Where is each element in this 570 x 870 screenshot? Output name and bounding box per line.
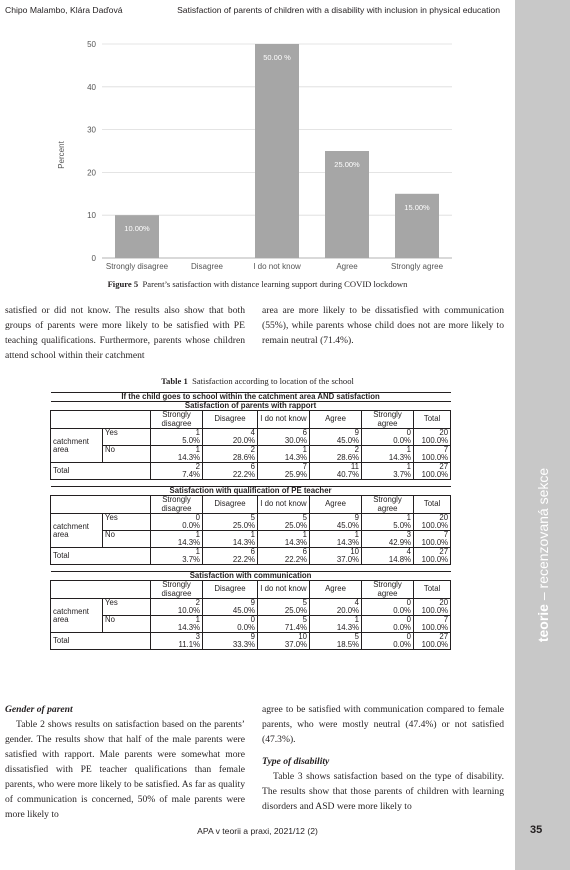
right-column-lower bbox=[262, 702, 504, 814]
count-cell: 4 bbox=[362, 548, 414, 557]
page-number: 35 bbox=[530, 824, 543, 836]
column-header: Disagree bbox=[203, 496, 258, 514]
percent-cell: 100.0% bbox=[414, 607, 451, 616]
percent-cell: 0.0% bbox=[362, 624, 414, 633]
running-header-authors: Chipo Malambo, Klára Daďová bbox=[5, 5, 123, 15]
data-label: 15.00% bbox=[404, 202, 430, 212]
count-cell: 20 bbox=[414, 429, 451, 438]
percent-cell: 25.0% bbox=[203, 522, 258, 531]
bar bbox=[255, 44, 299, 258]
count-cell: 6 bbox=[258, 429, 310, 438]
count-cell: 1 bbox=[362, 446, 414, 455]
percent-cell: 22.2% bbox=[203, 471, 258, 480]
section-title: Satisfaction with communication bbox=[51, 572, 451, 581]
percent-cell: 14.3% bbox=[310, 539, 362, 548]
gender-paragraph: Table 2 shows results on satisfaction based on the parents’ gender. The results show that half of the male parents were satisfied with rapport. Male parents were somewhat more dissatisfied with PE teacher qualifications than female parents, who were more likely to be satisfied. As far as quality of communication is concerned, 50% of male parents were more likely to bbox=[5, 719, 245, 820]
table-label: Table 1 bbox=[161, 376, 188, 386]
percent-cell: 37.0% bbox=[258, 641, 310, 650]
column-header: Total bbox=[414, 496, 451, 514]
section-side-label: teorie – recenzovaná sekce bbox=[535, 467, 551, 643]
count-cell: 1 bbox=[151, 616, 203, 625]
row-label: Yes bbox=[103, 514, 151, 531]
percent-cell: 0.0% bbox=[362, 607, 414, 616]
percent-cell: 18.5% bbox=[310, 641, 362, 650]
right-paragraph: area are more likely to be dissatisfied with communication (55%), while parents whose child does not are more likely to remain neutral (71.4%). bbox=[262, 305, 504, 346]
percent-cell: 100.0% bbox=[414, 454, 451, 463]
percent-cell: 100.0% bbox=[414, 522, 451, 531]
running-header-title: Satisfaction of parents of children with a disability with inclusion in physical education bbox=[177, 5, 500, 15]
count-cell: 1 bbox=[203, 531, 258, 540]
table-caption bbox=[0, 376, 515, 386]
count-cell: 0 bbox=[362, 616, 414, 625]
count-cell: 7 bbox=[414, 446, 451, 455]
count-cell: 5 bbox=[258, 616, 310, 625]
count-cell: 27 bbox=[414, 548, 451, 557]
count-cell: 1 bbox=[151, 531, 203, 540]
row-label: Total bbox=[51, 463, 151, 480]
x-tick-label: Strongly agree bbox=[390, 262, 444, 271]
count-cell: 9 bbox=[310, 429, 362, 438]
column-header: Agree bbox=[310, 581, 362, 599]
column-header: Strongly disagree bbox=[151, 411, 203, 429]
column-header: Strongly disagree bbox=[151, 496, 203, 514]
percent-cell: 28.6% bbox=[310, 454, 362, 463]
count-cell: 20 bbox=[414, 514, 451, 523]
count-cell: 4 bbox=[203, 429, 258, 438]
count-cell: 0 bbox=[362, 429, 414, 438]
count-cell: 2 bbox=[151, 463, 203, 472]
column-header: I do not know bbox=[258, 496, 310, 514]
count-cell: 1 bbox=[151, 446, 203, 455]
percent-cell: 14.3% bbox=[151, 454, 203, 463]
left-paragraph: satisfied or did not know. The results also show that both groups of parents were more likely to be satisfied with PE teaching qualifications. Furthermore, parents whose children attend school within their catchment bbox=[5, 305, 245, 361]
count-cell: 0 bbox=[362, 633, 414, 642]
disability-heading: Type of disability bbox=[262, 756, 330, 767]
count-cell: 3 bbox=[151, 633, 203, 642]
count-cell: 3 bbox=[362, 531, 414, 540]
count-cell: 1 bbox=[258, 446, 310, 455]
count-cell: 1 bbox=[310, 531, 362, 540]
satisfaction-by-school-location-table bbox=[50, 392, 451, 650]
x-tick-label: Disagree bbox=[190, 262, 224, 271]
count-cell: 1 bbox=[258, 531, 310, 540]
count-cell: 11 bbox=[310, 463, 362, 472]
bar bbox=[115, 215, 159, 258]
table-spacer bbox=[51, 480, 451, 487]
percent-cell: 30.0% bbox=[258, 437, 310, 446]
data-label: 10.00% bbox=[124, 224, 150, 234]
row-group-label: catchment area bbox=[51, 514, 103, 548]
section-title: Satisfaction with qualification of PE teacher bbox=[51, 487, 451, 496]
percent-cell: 33.3% bbox=[203, 641, 258, 650]
percent-cell: 100.0% bbox=[414, 556, 451, 565]
column-header: Agree bbox=[310, 496, 362, 514]
percent-cell: 14.3% bbox=[203, 539, 258, 548]
communication-paragraph: agree to be satisfied with communication compared to female parents, who were mostly neutral (47.4%) or not satisfied (47.3%). bbox=[262, 704, 504, 745]
x-tick-label: Agree bbox=[336, 262, 358, 271]
percent-cell: 22.2% bbox=[203, 556, 258, 565]
column-header: Strongly agree bbox=[362, 581, 414, 599]
percent-cell: 25.0% bbox=[258, 522, 310, 531]
row-group-label: catchment area bbox=[51, 429, 103, 463]
count-cell: 6 bbox=[258, 548, 310, 557]
percent-cell: 20.0% bbox=[310, 607, 362, 616]
gender-heading: Gender of parent bbox=[5, 704, 73, 715]
count-cell: 2 bbox=[310, 446, 362, 455]
row-label: Yes bbox=[103, 429, 151, 446]
percent-cell: 100.0% bbox=[414, 471, 451, 480]
column-header: Total bbox=[414, 411, 451, 429]
header-blank bbox=[51, 581, 151, 599]
column-header: I do not know bbox=[258, 581, 310, 599]
row-label: Total bbox=[51, 633, 151, 650]
column-header: Total bbox=[414, 581, 451, 599]
percent-cell: 11.1% bbox=[151, 641, 203, 650]
percent-cell: 10.0% bbox=[151, 607, 203, 616]
row-group-label: catchment area bbox=[51, 599, 103, 633]
count-cell: 2 bbox=[203, 446, 258, 455]
column-header: Disagree bbox=[203, 581, 258, 599]
percent-cell: 0.0% bbox=[203, 624, 258, 633]
header-blank bbox=[51, 411, 151, 429]
percent-cell: 7.4% bbox=[151, 471, 203, 480]
satisfaction-bar-chart bbox=[52, 28, 462, 273]
column-header: Strongly agree bbox=[362, 411, 414, 429]
count-cell: 20 bbox=[414, 599, 451, 608]
percent-cell: 100.0% bbox=[414, 539, 451, 548]
percent-cell: 45.0% bbox=[203, 607, 258, 616]
figure-label: Figure 5 bbox=[107, 279, 139, 289]
gender-section bbox=[5, 702, 245, 822]
percent-cell: 45.0% bbox=[310, 522, 362, 531]
data-label: 25.00% bbox=[334, 160, 360, 169]
data-label: 50.00 % bbox=[263, 53, 291, 62]
percent-cell: 100.0% bbox=[414, 624, 451, 633]
count-cell: 1 bbox=[151, 548, 203, 557]
percent-cell: 100.0% bbox=[414, 641, 451, 650]
percent-cell: 71.4% bbox=[258, 624, 310, 633]
percent-cell: 45.0% bbox=[310, 437, 362, 446]
row-label: Total bbox=[51, 548, 151, 565]
y-tick-label: 50 bbox=[87, 40, 96, 49]
y-axis-label: Percent bbox=[57, 141, 66, 169]
count-cell: 9 bbox=[310, 514, 362, 523]
count-cell: 6 bbox=[203, 548, 258, 557]
percent-cell: 14.3% bbox=[258, 539, 310, 548]
count-cell: 9 bbox=[203, 633, 258, 642]
count-cell: 5 bbox=[310, 633, 362, 642]
section-side-tab bbox=[515, 0, 570, 870]
count-cell: 6 bbox=[203, 463, 258, 472]
percent-cell: 5.0% bbox=[151, 437, 203, 446]
percent-cell: 14.3% bbox=[362, 454, 414, 463]
percent-cell: 14.3% bbox=[151, 624, 203, 633]
count-cell: 5 bbox=[258, 514, 310, 523]
column-header: Strongly disagree bbox=[151, 581, 203, 599]
row-label: No bbox=[103, 531, 151, 548]
journal-footer: APA v teorii a praxi, 2021/12 (2) bbox=[197, 826, 318, 836]
percent-cell: 14.8% bbox=[362, 556, 414, 565]
percent-cell: 100.0% bbox=[414, 437, 451, 446]
count-cell: 5 bbox=[203, 514, 258, 523]
percent-cell: 37.0% bbox=[310, 556, 362, 565]
percent-cell: 14.3% bbox=[258, 454, 310, 463]
percent-cell: 25.0% bbox=[258, 607, 310, 616]
count-cell: 1 bbox=[151, 429, 203, 438]
table-spacer bbox=[51, 565, 451, 572]
column-header: Agree bbox=[310, 411, 362, 429]
percent-cell: 14.3% bbox=[151, 539, 203, 548]
percent-cell: 3.7% bbox=[151, 556, 203, 565]
y-tick-label: 10 bbox=[87, 211, 96, 221]
figure-caption-text: Parent’s satisfaction with distance learning support during COVID lockdown bbox=[142, 279, 408, 289]
count-cell: 4 bbox=[310, 599, 362, 608]
count-cell: 1 bbox=[362, 514, 414, 523]
section-title: Satisfaction of parents with rapport bbox=[51, 402, 451, 411]
percent-cell: 42.9% bbox=[362, 539, 414, 548]
percent-cell: 0.0% bbox=[362, 437, 414, 446]
count-cell: 0 bbox=[151, 514, 203, 523]
count-cell: 5 bbox=[258, 599, 310, 608]
percent-cell: 40.7% bbox=[310, 471, 362, 480]
count-cell: 7 bbox=[414, 531, 451, 540]
percent-cell: 3.7% bbox=[362, 471, 414, 480]
count-cell: 9 bbox=[203, 599, 258, 608]
column-header: Disagree bbox=[203, 411, 258, 429]
percent-cell: 20.0% bbox=[203, 437, 258, 446]
percent-cell: 22.2% bbox=[258, 556, 310, 565]
percent-cell: 5.0% bbox=[362, 522, 414, 531]
row-label: Yes bbox=[103, 599, 151, 616]
table-caption-text: Satisfaction according to location of the school bbox=[192, 376, 354, 386]
count-cell: 10 bbox=[310, 548, 362, 557]
percent-cell: 14.3% bbox=[310, 624, 362, 633]
count-cell: 0 bbox=[203, 616, 258, 625]
percent-cell: 0.0% bbox=[362, 641, 414, 650]
percent-cell: 28.6% bbox=[203, 454, 258, 463]
count-cell: 10 bbox=[258, 633, 310, 642]
row-label: No bbox=[103, 446, 151, 463]
y-tick-label: 0 bbox=[91, 254, 96, 263]
count-cell: 7 bbox=[258, 463, 310, 472]
count-cell: 7 bbox=[414, 616, 451, 625]
y-tick-label: 30 bbox=[87, 125, 96, 135]
percent-cell: 0.0% bbox=[151, 522, 203, 531]
figure-caption bbox=[0, 279, 515, 289]
disability-paragraph: Table 3 shows satisfaction based on the type of disability. The results show that those parents of children with learning disorders and ASD were more likely to bbox=[262, 771, 504, 812]
column-header: Strongly agree bbox=[362, 496, 414, 514]
percent-cell: 25.9% bbox=[258, 471, 310, 480]
count-cell: 1 bbox=[310, 616, 362, 625]
x-tick-label: I do not know bbox=[253, 262, 301, 271]
table-main-title: If the child goes to school within the catchment area AND satisfaction bbox=[51, 393, 451, 402]
count-cell: 27 bbox=[414, 463, 451, 472]
count-cell: 0 bbox=[362, 599, 414, 608]
header-blank bbox=[51, 496, 151, 514]
y-tick-label: 20 bbox=[87, 168, 96, 178]
count-cell: 1 bbox=[362, 463, 414, 472]
count-cell: 27 bbox=[414, 633, 451, 642]
count-cell: 2 bbox=[151, 599, 203, 608]
y-tick-label: 40 bbox=[87, 82, 96, 92]
row-label: No bbox=[103, 616, 151, 633]
x-tick-label: Strongly disagree bbox=[105, 262, 169, 271]
column-header: I do not know bbox=[258, 411, 310, 429]
